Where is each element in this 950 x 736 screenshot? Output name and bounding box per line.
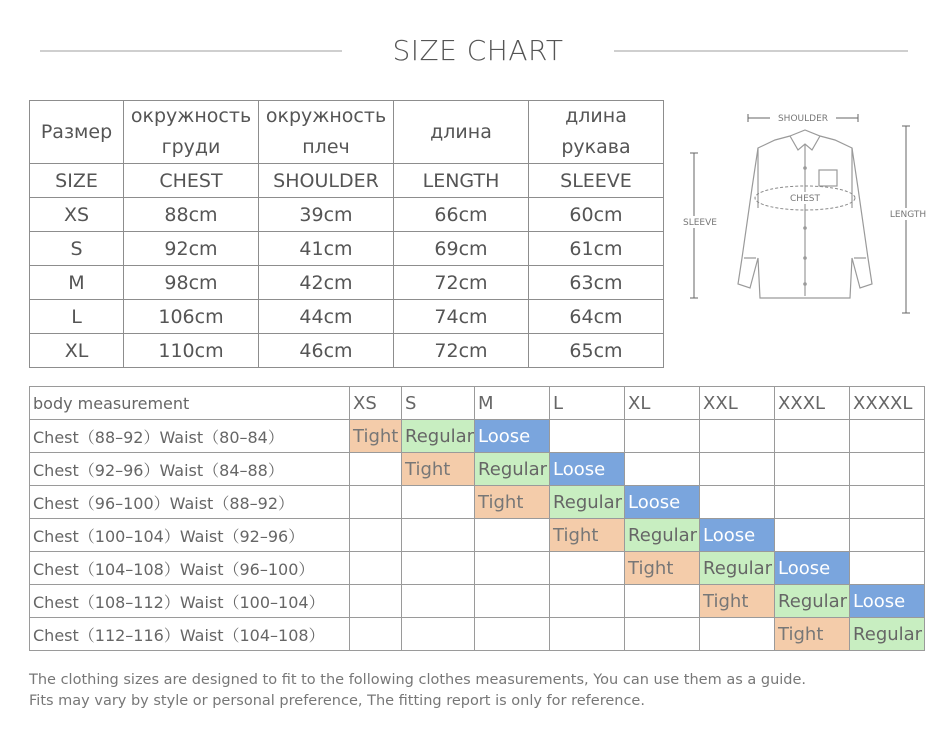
fit-table-measurement-label: Chest（104–108）Waist（96–100） <box>30 552 350 585</box>
size-table-row <box>30 266 664 300</box>
size-table-cell: 46cm <box>259 334 394 368</box>
fit-cell-empty <box>700 618 775 651</box>
fit-cell-empty <box>850 486 925 519</box>
fit-table-size-header: XS <box>350 387 402 420</box>
fit-cell-empty <box>475 618 550 651</box>
fit-table-header-row <box>30 387 925 420</box>
size-table-ru-header <box>529 101 664 164</box>
fit-table-row <box>30 519 925 552</box>
fit-cell-empty <box>550 618 625 651</box>
fit-cell-empty <box>350 618 402 651</box>
fit-cell-empty <box>475 519 550 552</box>
fit-table-size-header: XXXL <box>775 387 850 420</box>
fit-cell-tight: Tight <box>475 486 550 519</box>
fit-cell-empty <box>402 552 475 585</box>
fit-table-measurement-label: Chest（108–112）Waist（100–104） <box>30 585 350 618</box>
ru-header-line: плеч <box>302 136 350 158</box>
size-table-cell: 66cm <box>394 198 529 232</box>
size-table-en-header-row <box>30 164 664 198</box>
fit-cell-tight: Tight <box>402 453 475 486</box>
fit-table-row <box>30 420 925 453</box>
fit-cell-tight: Tight <box>350 420 402 453</box>
fit-table <box>29 386 925 651</box>
fit-cell-empty <box>625 453 700 486</box>
size-table-row <box>30 232 664 266</box>
size-table-cell: 39cm <box>259 198 394 232</box>
fit-cell-empty <box>850 519 925 552</box>
fit-cell-tight: Tight <box>550 519 625 552</box>
fit-cell-empty <box>625 420 700 453</box>
fit-table-measurement-label: Chest（96–100）Waist（88–92） <box>30 486 350 519</box>
fit-table-measurement-label: Chest（100–104）Waist（92–96） <box>30 519 350 552</box>
fit-cell-empty <box>625 585 700 618</box>
fit-table-row <box>30 486 925 519</box>
fit-cell-loose: Loose <box>475 420 550 453</box>
fit-cell-empty <box>402 585 475 618</box>
fit-table-row <box>30 618 925 651</box>
size-table-cell: 106cm <box>124 300 259 334</box>
shoulder-label: SHOULDER <box>777 114 829 124</box>
size-table-ru-header <box>259 101 394 164</box>
ru-header-line: длина <box>430 120 492 143</box>
fit-cell-regular: Regular <box>775 585 850 618</box>
fit-table-measurement-label: Chest（88–92）Waist（80–84） <box>30 420 350 453</box>
fit-cell-tight: Tight <box>625 552 700 585</box>
sleeve-label: SLEEVE <box>683 218 717 228</box>
fit-table-size-header: XXL <box>700 387 775 420</box>
size-table-cell: 69cm <box>394 232 529 266</box>
fit-table-row <box>30 552 925 585</box>
shirt-illustration <box>680 108 935 318</box>
fit-cell-empty <box>350 519 402 552</box>
fit-cell-empty <box>350 552 402 585</box>
fit-table-row <box>30 453 925 486</box>
fit-cell-empty <box>850 552 925 585</box>
fit-cell-empty <box>350 486 402 519</box>
fit-cell-regular: Regular <box>850 618 925 651</box>
fit-table-size-header: L <box>550 387 625 420</box>
fit-table-measurement-label: Chest（112–116）Waist（104–108） <box>30 618 350 651</box>
size-table-cell: 41cm <box>259 232 394 266</box>
fit-cell-empty <box>775 519 850 552</box>
fit-cell-regular: Regular <box>550 486 625 519</box>
size-table-ru-header <box>30 101 124 164</box>
fit-cell-regular: Regular <box>475 453 550 486</box>
fit-table-corner: body measurement <box>30 387 350 420</box>
fit-cell-empty <box>475 552 550 585</box>
header-rule-left <box>40 50 342 52</box>
size-table-cell: L <box>30 300 124 334</box>
size-table-en-header: SHOULDER <box>259 164 394 198</box>
size-table-cell: 92cm <box>124 232 259 266</box>
ru-header-line: Размер <box>40 120 113 143</box>
fit-cell-empty <box>625 618 700 651</box>
fit-cell-empty <box>700 486 775 519</box>
fit-cell-loose: Loose <box>775 552 850 585</box>
fit-cell-empty <box>775 453 850 486</box>
size-table-cell: 72cm <box>394 266 529 300</box>
fit-cell-empty <box>402 486 475 519</box>
fit-cell-empty <box>550 585 625 618</box>
fit-table-size-header: XXXXL <box>850 387 925 420</box>
fit-cell-empty <box>550 552 625 585</box>
shirt-measurement-diagram <box>680 108 935 318</box>
size-table-ru-header <box>394 101 529 164</box>
header-rule-right <box>614 50 908 52</box>
size-table-cell: 98cm <box>124 266 259 300</box>
fit-table-size-header: M <box>475 387 550 420</box>
size-table-cell: XL <box>30 334 124 368</box>
size-table-ru-header-row <box>30 101 664 164</box>
fit-cell-empty <box>402 618 475 651</box>
fit-cell-loose: Loose <box>625 486 700 519</box>
size-table-row <box>30 300 664 334</box>
size-table-cell: M <box>30 266 124 300</box>
fit-cell-empty <box>850 453 925 486</box>
fit-cell-empty <box>700 420 775 453</box>
size-table-ru-header <box>124 101 259 164</box>
size-table-en-header: SIZE <box>30 164 124 198</box>
ru-header-line: длина <box>565 105 627 127</box>
fit-cell-empty <box>850 420 925 453</box>
fit-table-size-header: S <box>402 387 475 420</box>
size-table-en-header: LENGTH <box>394 164 529 198</box>
fit-cell-empty <box>402 519 475 552</box>
size-table-row <box>30 198 664 232</box>
size-table-cell: 60cm <box>529 198 664 232</box>
fit-cell-empty <box>475 585 550 618</box>
ru-header-line: окружность <box>265 105 387 127</box>
fit-cell-empty <box>700 453 775 486</box>
size-table <box>29 100 664 368</box>
fit-cell-loose: Loose <box>550 453 625 486</box>
fit-table-row <box>30 585 925 618</box>
size-table-cell: 44cm <box>259 300 394 334</box>
fit-cell-empty <box>775 420 850 453</box>
size-table-en-header: CHEST <box>124 164 259 198</box>
chest-label: CHEST <box>790 194 820 204</box>
size-table-cell: 72cm <box>394 334 529 368</box>
size-table-cell: 88cm <box>124 198 259 232</box>
fit-cell-empty <box>550 420 625 453</box>
length-label: LENGTH <box>889 210 927 220</box>
fit-cell-regular: Regular <box>402 420 475 453</box>
size-table-cell: 63cm <box>529 266 664 300</box>
ru-header-line: окружность <box>130 105 252 127</box>
fit-table-measurement-label: Chest（92–96）Waist（84–88） <box>30 453 350 486</box>
fit-cell-loose: Loose <box>700 519 775 552</box>
size-table-en-header: SLEEVE <box>529 164 664 198</box>
size-table-cell: 64cm <box>529 300 664 334</box>
fit-cell-empty <box>350 585 402 618</box>
size-table-row <box>30 334 664 368</box>
size-table-cell: 65cm <box>529 334 664 368</box>
fit-cell-empty <box>775 486 850 519</box>
footer-note-line-2: Fits may vary by style or personal preference, The fitting report is only for reference. <box>29 693 645 709</box>
size-table-cell: XS <box>30 198 124 232</box>
ru-header-line: рукава <box>561 136 631 158</box>
size-table-cell: 74cm <box>394 300 529 334</box>
fit-cell-tight: Tight <box>700 585 775 618</box>
fit-cell-empty <box>350 453 402 486</box>
fit-cell-regular: Regular <box>700 552 775 585</box>
page-title: SIZE CHART <box>392 34 564 67</box>
ru-header-line: груди <box>161 136 221 158</box>
footer-note-line-1: The clothing sizes are designed to fit to the following clothes measurements, You can use them as a guide. <box>29 672 807 688</box>
size-table-cell: 42cm <box>259 266 394 300</box>
size-table-cell: S <box>30 232 124 266</box>
fit-cell-tight: Tight <box>775 618 850 651</box>
fit-table-size-header: XL <box>625 387 700 420</box>
fit-cell-loose: Loose <box>850 585 925 618</box>
fit-cell-regular: Regular <box>625 519 700 552</box>
size-table-cell: 61cm <box>529 232 664 266</box>
size-table-cell: 110cm <box>124 334 259 368</box>
